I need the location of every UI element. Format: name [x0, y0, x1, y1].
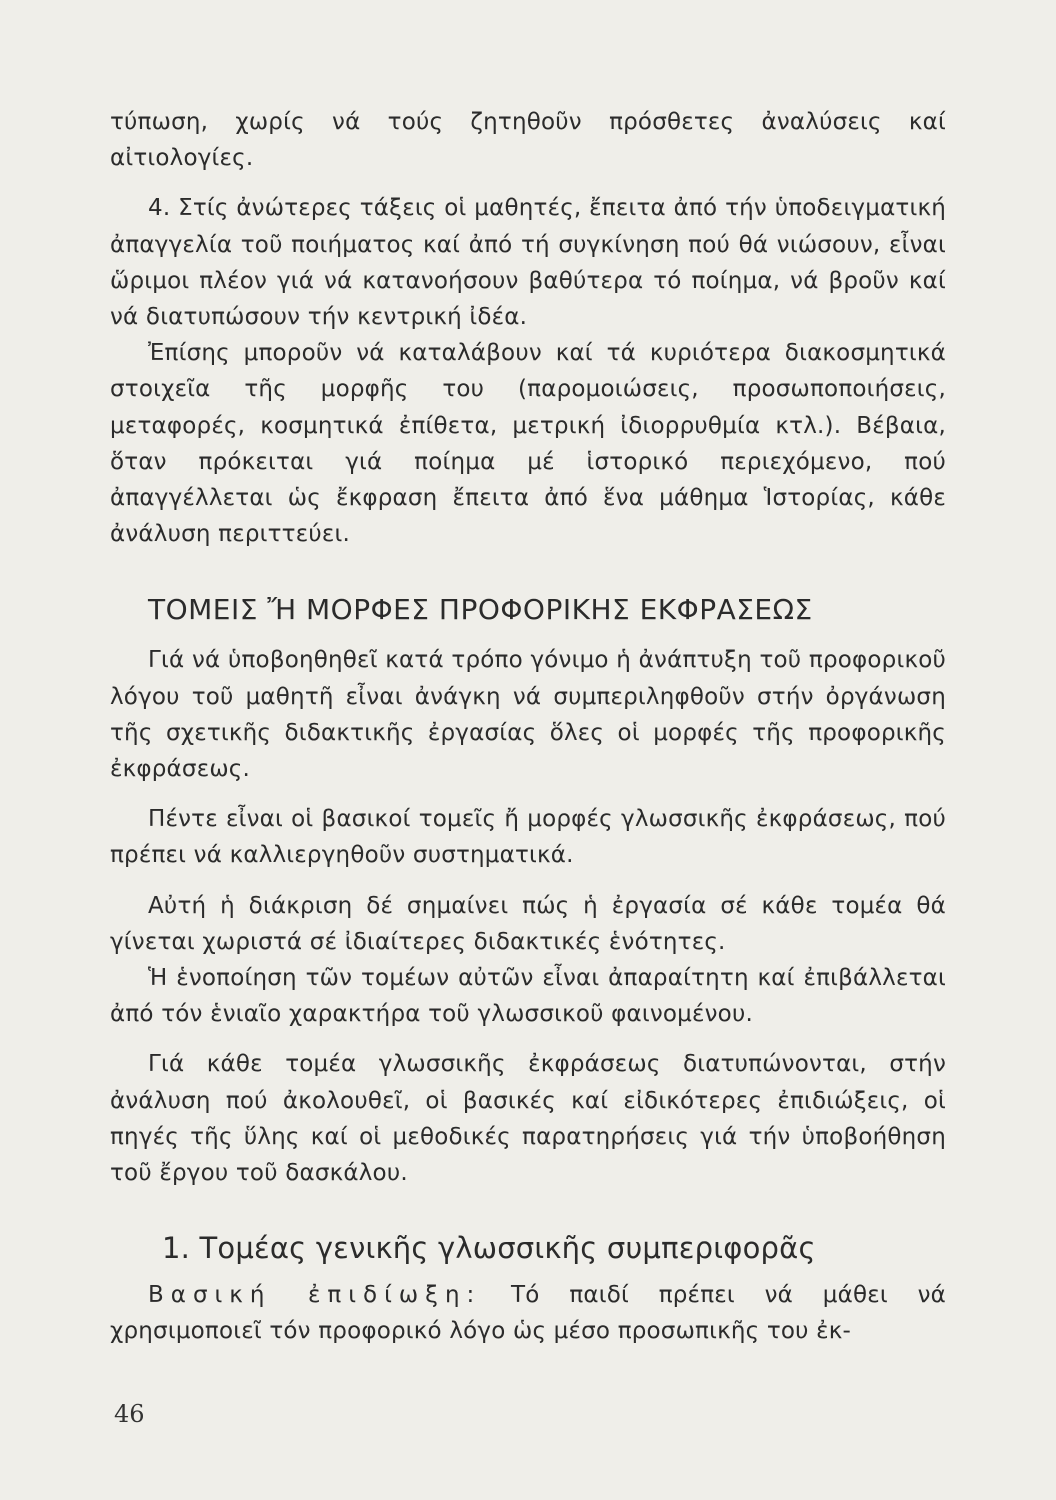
basic-goal-lead: Βασική ἐπιδίωξη:	[148, 1282, 482, 1309]
paragraph-basic-goal	[110, 1277, 946, 1349]
spacer	[110, 176, 946, 190]
spacer	[110, 1032, 946, 1046]
sub-heading: 1. Τομέας γενικῆς γλωσσικῆς συμπεριφορᾶς	[162, 1231, 816, 1266]
spacer	[110, 552, 946, 590]
paragraph-five-sectors: Πέντε εἶναι οἱ βασικοί τομεῖς ἤ μορφές γλωσσικῆς ἐκφράσεως, πού πρέπει νά καλλιεργηθοῦν συστηματικά.	[110, 806, 946, 869]
paragraph-continuation: τύπωση, χωρίς νά τούς ζητηθοῦν πρόσθετες ἀναλύσεις καί αἰτιολογίες.	[110, 109, 946, 172]
paragraph-each-sector: Γιά κάθε τομέα γλωσσικῆς ἐκφράσεως διατυπώνονται, στήν ἀνάλυση πού ἀκολουθεῖ, οἱ βασικές καί εἰδικότερες ἐπιδιώξεις, οἱ πηγές τῆς ὕλης καί οἱ μεθοδικές παρατηρήσεις γιά τήν ὑποβοήθηση τοῦ ἔργου τοῦ δασκάλου.	[110, 1051, 946, 1187]
section-heading: ΤΟΜΕΙΣ Ἤ ΜΟΡΦΕΣ ΠΡΟΦΟΡΙΚΗΣ ΕΚΦΡΑΣΕΩΣ	[148, 593, 813, 627]
paragraph-development: Γιά νά ὑποβοηθηθεῖ κατά τρόπο γόνιμο ἡ ἀνάπτυξη τοῦ προφορικοῦ λόγου τοῦ μαθητῆ εἶναι ἀνάγκη νά συμπεριληφθοῦν στήν ὀργάνωση τῆς σχετικῆς διδακτικῆς ἐργασίας ὅλες οἱ μορφές τῆς προφορικῆς ἐκφράσεως.	[110, 647, 946, 783]
paragraph-unification: Ἡ ἑνοποίηση τῶν τομέων αὐτῶν εἶναι ἀπαραίτητη καί ἐπιβάλλεται ἀπό τόν ἑνιαῖο χαρακτήρα τοῦ γλωσσικοῦ φαινομένου.	[110, 965, 946, 1028]
paragraph-distinction: Αὐτή ἡ διάκριση δέ σημαίνει πώς ἡ ἐργασία σέ κάθε τομέα θά γίνεται χωριστά σέ ἰδιαίτερες διδακτικές ἑνότητες.	[110, 892, 946, 955]
spacer	[110, 1191, 946, 1227]
page-number: 46	[114, 1400, 145, 1428]
page-text	[110, 104, 946, 1350]
spacer	[110, 1269, 946, 1277]
basic-goal-text: Τό παιδί πρέπει νά μάθει νά χρησιμοποιεῖ τόν προφορικό λόγο ὡς μέσο προσωπικῆς του ἐκ-	[110, 1282, 946, 1345]
paragraph-point-4: 4. Στίς ἀνώτερες τάξεις οἱ μαθητές, ἔπειτα ἀπό τήν ὑποδειγματική ἀπαγγελία τοῦ ποιήματος καί ἀπό τή συγκίνηση πού θά νιώσουν, εἶναι ὥριμοι πλέον γιά νά κατανοήσουν βαθύτερα τό ποίημα, νά βροῦν καί νά διατυπώσουν τήν κεντρική ἰδέα.	[110, 195, 946, 331]
spacer	[110, 787, 946, 801]
paragraph-stylistic-elements: Ἐπίσης μποροῦν νά καταλάβουν καί τά κυριότερα διακοσμητικά στοιχεῖα τῆς μορφῆς του (παρομοιώσεις, προσωποποιήσεις, μεταφορές, κοσμητικά ἐπίθετα, μετρική ἰδιορρυθμία κτλ.). Βέβαια, ὅταν πρόκειται γιά ποίημα μέ ἱστορικό περιεχόμενο, πού ἀπαγγέλλεται ὡς ἔκφραση ἔπειτα ἀπό ἕνα μάθημα Ἱστορίας, κάθε ἀνάλυση περιττεύει.	[110, 340, 946, 548]
spacer	[110, 874, 946, 888]
spacer	[110, 630, 946, 642]
